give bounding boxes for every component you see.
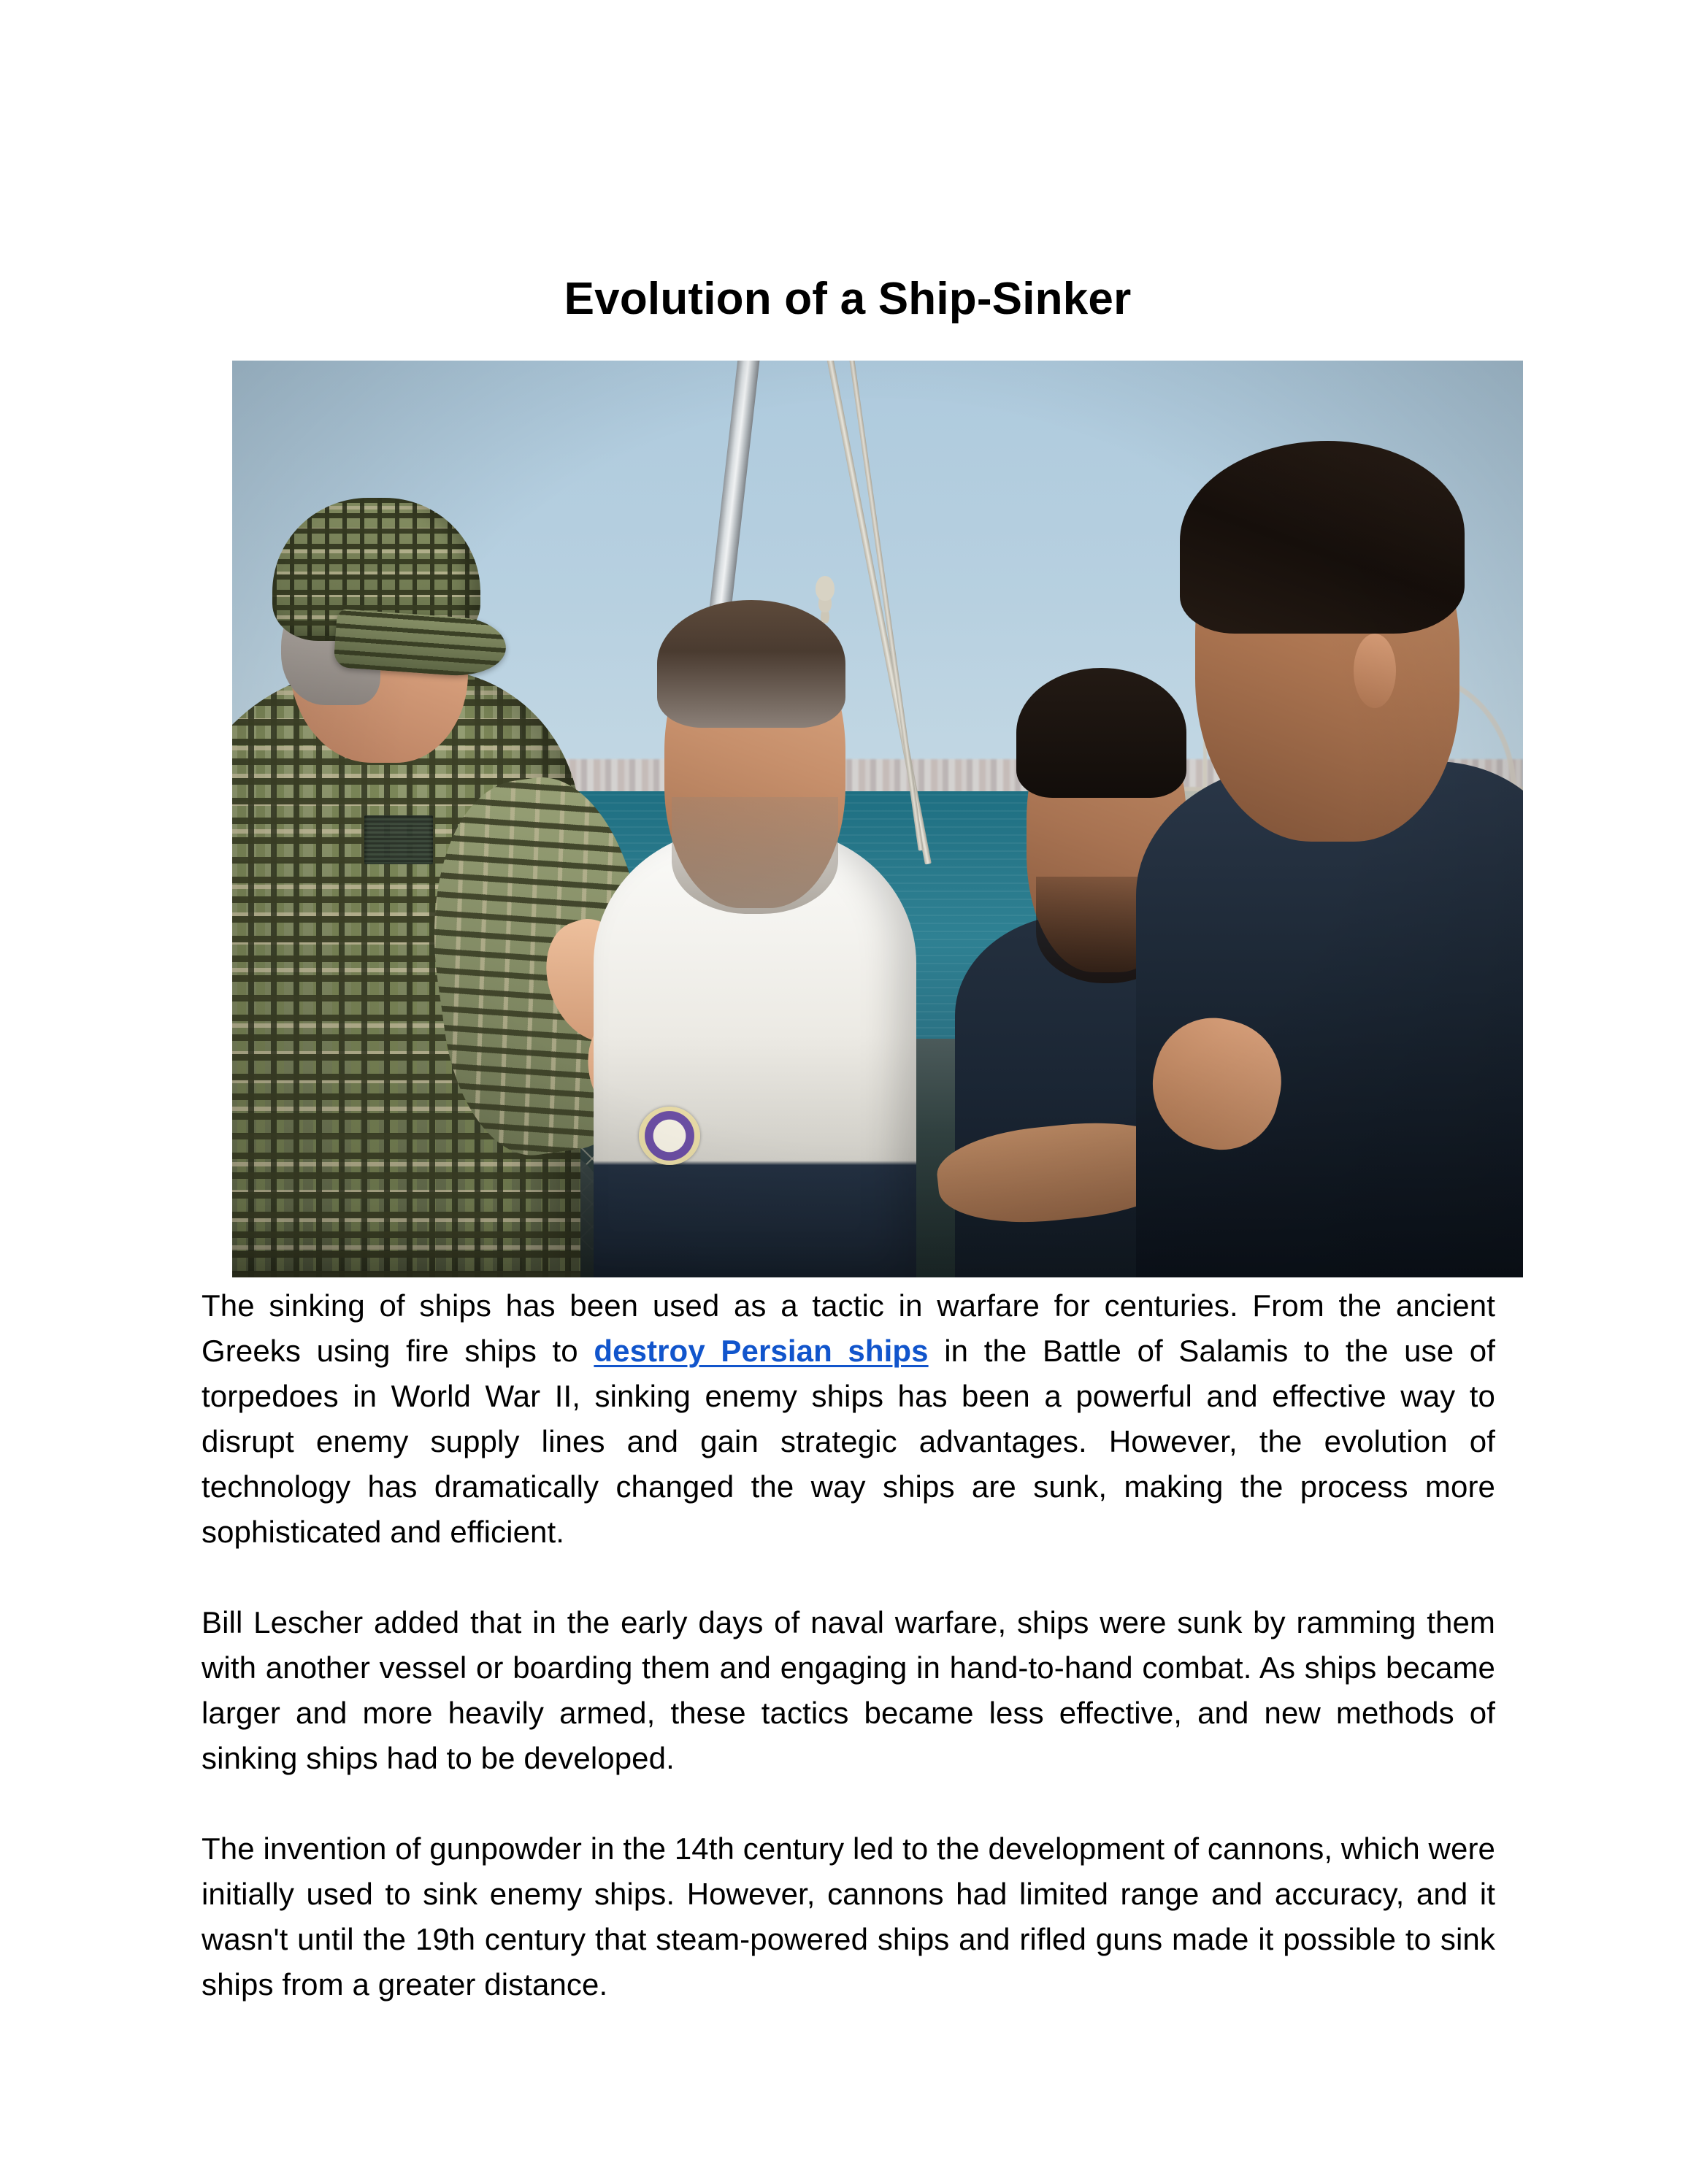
article-photo: [232, 361, 1523, 1277]
paragraph-1: [202, 1283, 1495, 1555]
paragraph-1-lead: The sinking of ships has been used as a tactic in warfare for centuries. From the ancient Greeks using fire ships to: [202, 1288, 1495, 1368]
paragraph-3: The invention of gunpowder in the 14th century led to the development of cannons, which were initially used to sink enemy ships. However, cannons had limited range and accuracy, and it wasn't until the 19th century that steam-powered ships and rifled guns made it possible to sink ships from a greater distance.: [202, 1831, 1495, 2002]
hair: [1180, 441, 1465, 634]
page-title: Evolution of a Ship-Sinker: [564, 273, 1132, 324]
unit-patch: [639, 1107, 700, 1165]
photo-canvas: [232, 361, 1523, 1277]
person-navy-officer: [232, 498, 580, 1277]
ear: [1354, 634, 1396, 708]
paragraph-1-tail: in the Battle of Salamis to the use of torpedoes in World War II, sinking enemy ships has been a powerful and effective way to disrupt enemy supply lines and gain strategic advantages. However, the evolution of technology has dramatically changed the way ships are sunk, making the process more sophisticated and efficient.: [202, 1334, 1495, 1549]
paragraph-2: Bill Lescher added that in the early days of naval warfare, ships were sunk by ramming them with another vessel or boarding them and engaging in hand-to-hand combat. As ships became larger and more heavily armed, these tactics became less effective, and new methods of sinking ships had to be developed.: [202, 1605, 1495, 1775]
article-body: [202, 1283, 1495, 2007]
us-flag-patch: [364, 815, 432, 864]
head: [664, 618, 845, 908]
boonie-hat-brim: [333, 609, 507, 679]
hair: [657, 600, 845, 728]
officer-head: [277, 498, 485, 763]
person-navy-coverall-front: [1136, 471, 1523, 1277]
head: [1195, 471, 1459, 842]
destroy-persian-ships-link[interactable]: destroy Persian ships: [594, 1334, 929, 1368]
rope-knot: [816, 576, 835, 601]
person-white-tshirt: [594, 618, 916, 1277]
beard: [672, 797, 838, 913]
